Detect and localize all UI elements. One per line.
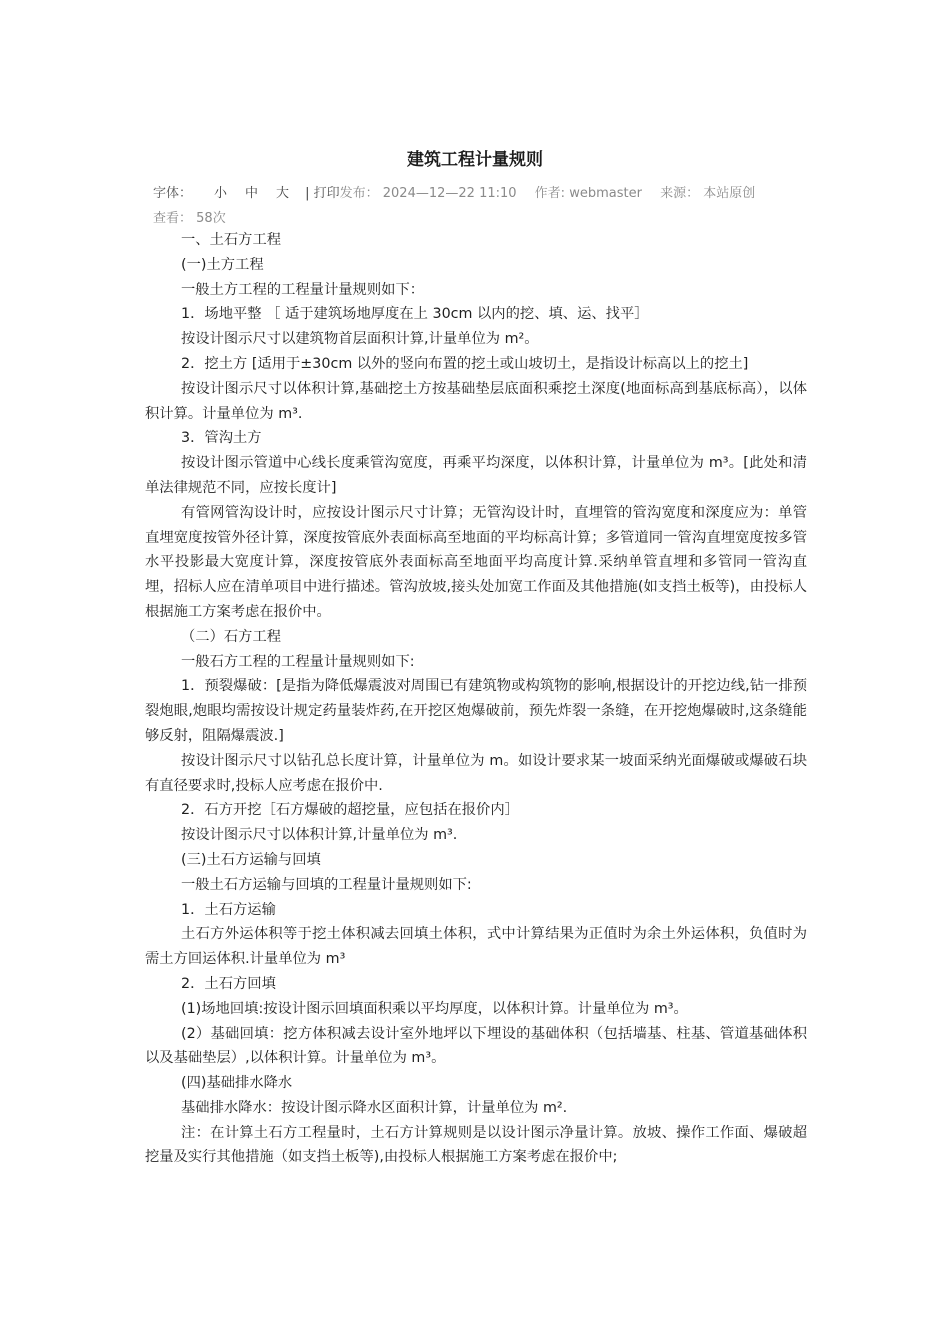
paragraph: 1．场地平整 ［ 适于建筑场地厚度在上 30cm 以内的挖、填、运、找平］ [181, 306, 649, 323]
paragraph: 基础排水降水：按设计图示降水区面积计算，计量单位为 m². [181, 1099, 568, 1116]
paragraph: 3．管沟土方 [181, 430, 262, 447]
print-link[interactable]: 打印 [313, 186, 340, 201]
paragraph: 一般土石方运输与回填的工程量计量规则如下: [181, 876, 472, 893]
views-label: 查看： [153, 211, 193, 226]
paragraph: (1)场地回填:按设计图示回填面积乘以平均厚度，以体积计算。计量单位为 m³。 [181, 1000, 688, 1017]
paragraph: 2．石方开挖［石方爆破的超挖量，应包括在报价内］ [181, 802, 519, 819]
paragraph: (三)土石方运输与回填 [181, 851, 321, 868]
paragraph: 有管网管沟设计时，应按设计图示尺寸计算；无管沟设计时，直埋管的管沟宽度和深度应为：单管直埋宽度按管外径计算，深度按管底外表面标高至地面的平均标高计算；多管道同一管沟直埋宽度按多管水平投影最大宽度计算，深度按管底外表面标高至地面平均高度计算.采纳单管直埋和多管同一管沟直埋，招标人应在清单项目中进行描述。管沟放坡,接头处加宽工作面及其他措施(如支挡土板等)，由投标人根据施工方案考虑在报价中。 [145, 504, 807, 620]
paragraph: 注：在计算土石方工程量时，土石方计算规则是以设计图示净量计算。放坡、操作工作面、爆破超挖量及实行其他措施（如支挡土板等),由投标人根据施工方案考虑在报价中; [145, 1124, 807, 1166]
font-size-large-link[interactable]: 大 [276, 186, 290, 201]
paragraph: 一般土方工程的工程量计量规则如下： [181, 281, 425, 298]
paragraph: 1．预裂爆破：[是指为降低爆震波对周围已有建筑物或构筑物的影响,根据设计的开挖边线,钻一排预裂炮眼,炮眼均需按设计规定药量装炸药,在开挖区炮爆破前，预先炸裂一条缝，在开挖炮爆破时,这条缝能够反射，阻隔爆震波.] [145, 678, 807, 744]
paragraph: 按设计图示尺寸以钻孔总长度计算，计量单位为 m。如设计要求某一坡面采纳光面爆破或爆破石块有直径要求时,投标人应考虑在报价中. [145, 752, 807, 794]
font-size-small-link[interactable]: 小 [214, 186, 228, 201]
author-name: webmaster [569, 186, 642, 201]
article-title: 建筑工程计量规则 [407, 150, 543, 170]
views-count: 58次 [196, 211, 226, 226]
article-body [145, 228, 807, 1170]
paragraph: (一)土方工程 [181, 256, 264, 273]
publish-label: 发布： [339, 186, 379, 201]
paragraph: (四)基础排水降水 [181, 1075, 293, 1092]
source-label: 来源： [660, 186, 700, 201]
source-value: 本站原创 [703, 186, 756, 201]
paragraph: 按设计图示尺寸以体积计算,计量单位为 m³. [181, 827, 458, 844]
paragraph: 按设计图示尺寸以体积计算,基础挖土方按基础垫层底面积乘挖土深度(地面标高到基底标高），以体积计算。计量单位为 m³. [145, 380, 807, 422]
paragraph: 土石方外运体积等于挖土体积减去回填土体积，式中计算结果为正值时为余土外运体积，负值时为需土方回运体积.计量单位为 m³ [145, 926, 807, 968]
paragraph: (2）基础回填：挖方体积减去设计室外地坪以下埋设的基础体积（包括墙基、柱基、管道基础体积以及基础垫层）,以体积计算。计量单位为 m³。 [145, 1025, 807, 1067]
meta-separator: | [305, 186, 310, 201]
paragraph: 2．土石方回填 [181, 975, 276, 992]
author-label: 作者: [534, 186, 566, 201]
paragraph: 按设计图示尺寸以建筑物首层面积计算,计量单位为 m²。 [181, 331, 539, 348]
paragraph: 一、土石方工程 [181, 232, 282, 248]
paragraph: 按设计图示管道中心线长度乘管沟宽度，再乘平均深度，以体积计算，计量单位为 m³。[此处和清单法律规范不同，应按长度计] [145, 455, 807, 496]
paragraph: 1．土石方运输 [181, 901, 276, 918]
publish-time: 2024—12—22 11:10 [382, 186, 517, 201]
paragraph: 2．挖土方 [适用于±30cm 以外的竖向布置的挖土或山坡切土，是指设计标高以上的挖土] [181, 355, 749, 372]
font-size-medium-link[interactable]: 中 [245, 186, 259, 201]
font-size-label: 字体： [153, 186, 193, 201]
paragraph: （二）石方工程 [181, 628, 282, 645]
article-meta [153, 181, 813, 231]
paragraph: 一般石方工程的工程量计量规则如下: [181, 653, 415, 670]
